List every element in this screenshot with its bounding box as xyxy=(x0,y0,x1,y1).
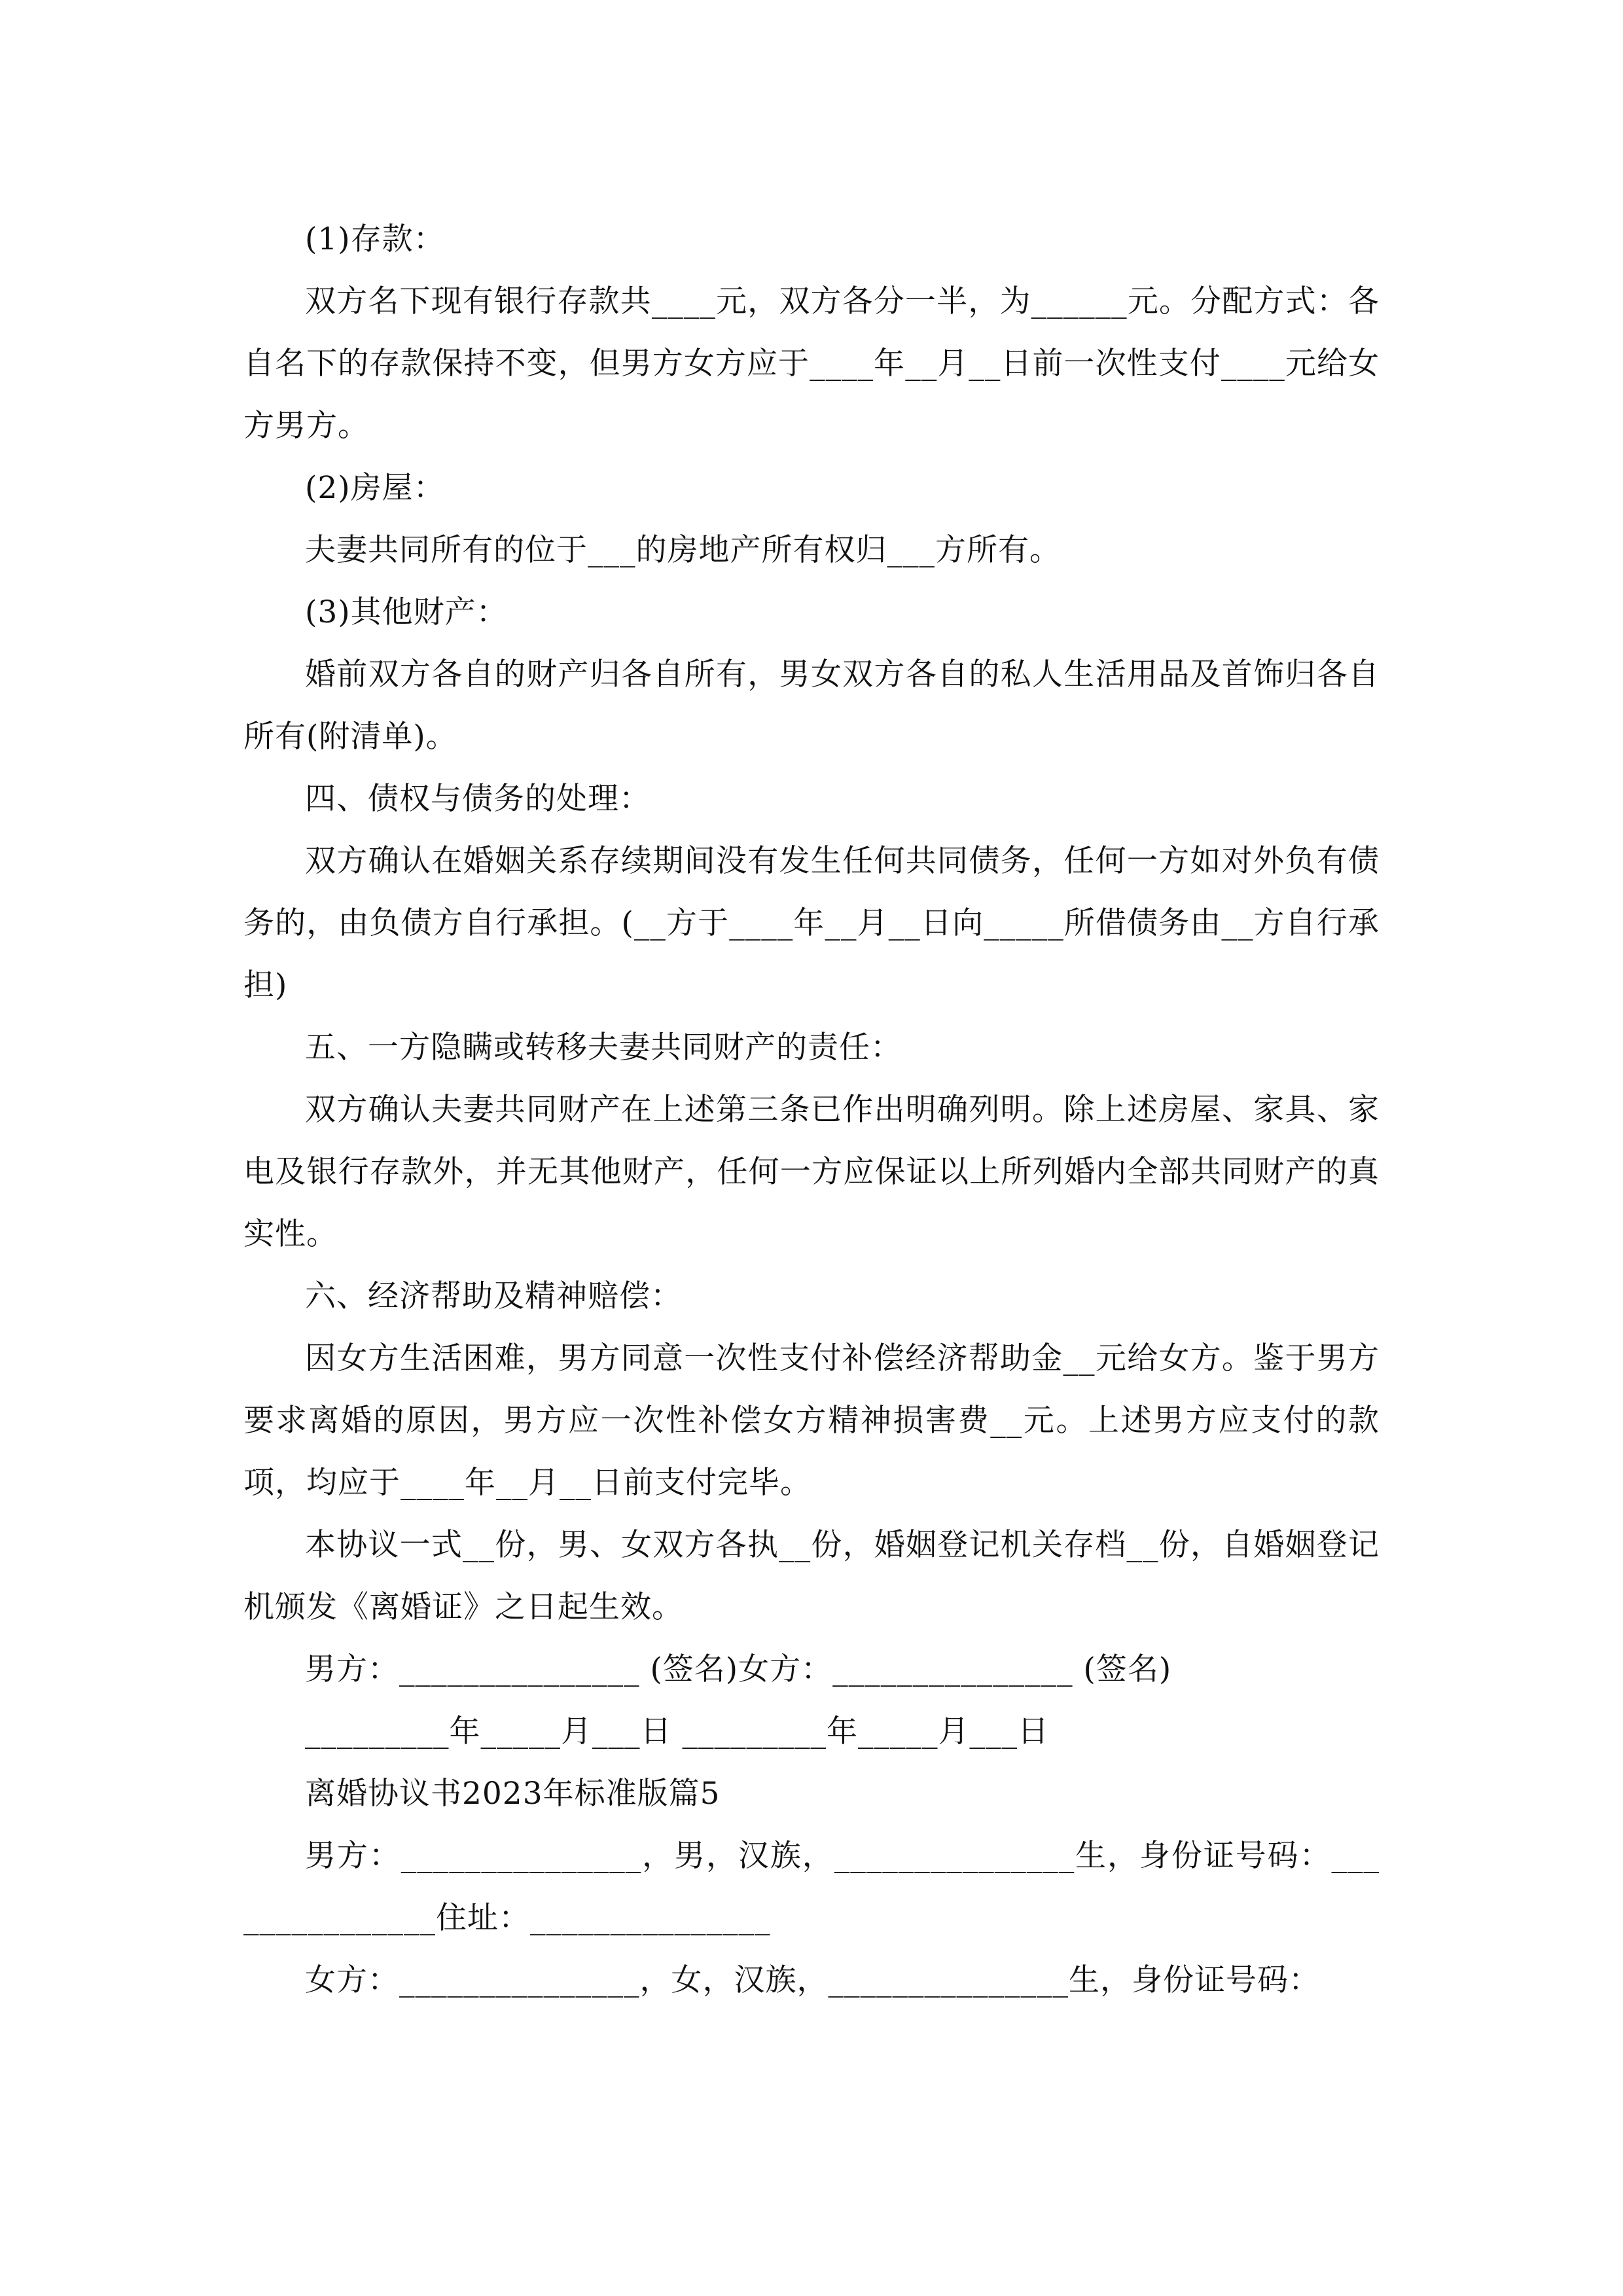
section-debt-heading: 四、债权与债务的处理： xyxy=(305,781,651,817)
section-house-heading: (2)房屋： xyxy=(305,470,445,506)
concealment-paragraph: 双方确认夫妻共同财产在上述第三条已作出明确列明。除上述房屋、家具、家电及银行存款外，并无其他财产，任何一方应保证以上所列婚内全部共同财产的真实性。 xyxy=(243,1092,1380,1252)
female-party-info: 女方：_______________，女，汉族，_______________生，身份证号码： xyxy=(305,1962,1320,1998)
section-concealment-heading: 五、一方隐瞒或转移夫妻共同财产的责任： xyxy=(305,1030,902,1066)
section-deposit-heading: (1)存款： xyxy=(305,221,445,257)
house-paragraph: 夫妻共同所有的位于___的房地产所有权归___方所有。 xyxy=(305,532,1061,568)
section-title-part5: 离婚协议书2023年标准版篇5 xyxy=(305,1776,721,1812)
deposit-paragraph: 双方名下现有银行存款共____元，双方各分一半，为______元。分配方式：各自名下的存款保持不变，但男方女方应于____年__月__日前一次性支付____元给女方男方。 xyxy=(243,283,1380,444)
signature-date-line: _________年_____月___日 _________年_____月___日 xyxy=(305,1713,1049,1749)
compensation-paragraph: 因女方生活困难，男方同意一次性支付补偿经济帮助金__元给女方。鉴于男方要求离婚的原因，男方应一次性补偿女方精神损害费__元。上述男方应支付的款项，均应于____年__月__日前支付完毕。 xyxy=(243,1340,1380,1501)
agreement-copies-paragraph: 本协议一式__份，男、女双方各执__份，婚姻登记机关存档__份，自婚姻登记机颁发《离婚证》之日起生效。 xyxy=(243,1527,1380,1625)
other-property-paragraph: 婚前双方各自的财产归各自所有，男女双方各自的私人生活用品及首饰归各自所有(附清单)。 xyxy=(243,656,1380,755)
document-body xyxy=(243,208,1380,2011)
signature-line: 男方：_______________ (签名)女方：_______________ (签名) xyxy=(305,1651,1172,1687)
section-other-property-heading: (3)其他财产： xyxy=(305,594,508,630)
section-compensation-heading: 六、经济帮助及精神赔偿： xyxy=(305,1278,682,1314)
debt-paragraph: 双方确认在婚姻关系存续期间没有发生任何共同债务，任何一方如对外负有债务的，由负债方自行承担。(__方于____年__月__日向_____所借债务由__方自行承担) xyxy=(243,843,1380,1003)
male-party-info: 男方：_______________，男，汉族，_______________生，身份证号码：_______________住址：_______________ xyxy=(243,1838,1380,1936)
